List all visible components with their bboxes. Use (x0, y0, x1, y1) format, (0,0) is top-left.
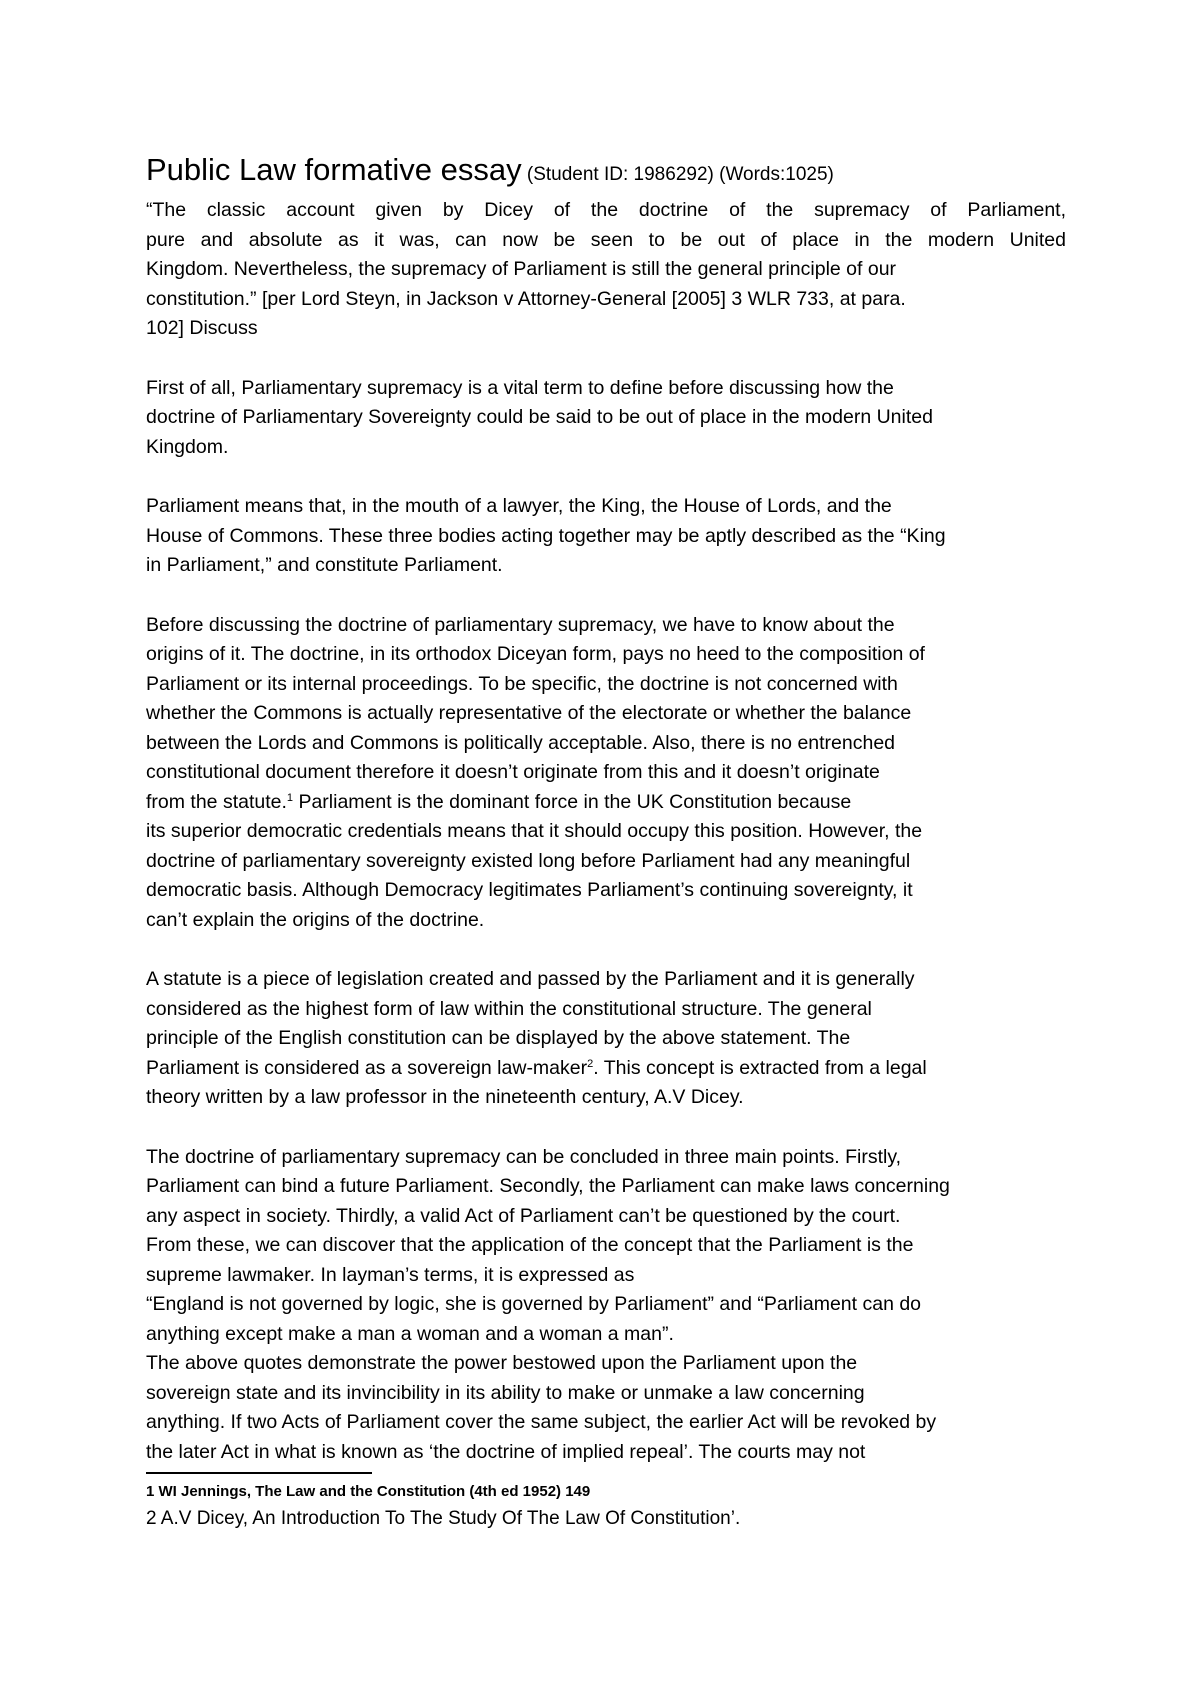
paragraph-line: whether the Commons is actually representative of the electorate or whether the balance (146, 702, 912, 724)
paragraph-line: anything. If two Acts of Parliament cover the same subject, the earlier Act will be revoked by (146, 1411, 937, 1433)
footnote-ref-1[interactable]: 1 (286, 791, 294, 804)
essay-meta: (Student ID: 1986292) (Words:1025) (521, 164, 834, 185)
paragraph-line: A statute is a piece of legislation created and passed by the Parliament and it is generally (146, 968, 915, 990)
paragraph-line: Before discussing the doctrine of parliamentary supremacy, we have to know about the (146, 613, 895, 636)
paragraph-line: The above quotes demonstrate the power bestowed upon the Parliament upon the (146, 1352, 858, 1374)
paragraph-line: sovereign state and its invincibility in its ability to make or unmake a law concerning (146, 1381, 865, 1404)
paragraph-line: First of all, Parliamentary supremacy is a vital term to define before discussing how the (146, 376, 894, 399)
paragraph-statute (146, 965, 1066, 1113)
paragraph-gap (146, 581, 1066, 611)
paragraph-gap (146, 1113, 1066, 1143)
footnote-separator (146, 1472, 372, 1474)
paragraph-three-points (146, 1143, 1066, 1468)
paragraph-line-with-footnote (146, 1054, 1066, 1084)
essay-heading (146, 150, 1066, 196)
paragraph-line: theory written by a law professor in the nineteenth century, A.V Dicey. (146, 1086, 744, 1108)
paragraph-line: Parliament means that, in the mouth of a lawyer, the King, the House of Lords, and the (146, 495, 892, 517)
paragraph-gap (146, 462, 1066, 492)
question-line: pure and absolute as it was, can now be seen to be out of place in the modern United (146, 228, 1066, 251)
line-text: Parliament is the dominant force in the UK Constitution because (293, 790, 852, 813)
paragraph-line: can’t explain the origins of the doctrine. (146, 908, 485, 931)
paragraph-definition (146, 374, 1066, 463)
question-line: constitution.” [per Lord Steyn, in Jackson v Attorney-General [2005] 3 WLR 733, at para. (146, 287, 906, 310)
paragraph-gap (146, 344, 1066, 374)
paragraph-line: constitutional document therefore it doesn’t originate from this and it doesn’t originate (146, 761, 880, 783)
paragraph-line: democratic basis. Although Democracy legitimates Parliament’s continuing sovereignty, it (146, 879, 913, 901)
question-line: Kingdom. Nevertheless, the supremacy of Parliament is still the general principle of our (146, 258, 897, 280)
paragraph-line: origins of it. The doctrine, in its orthodox Diceyan form, pays no heed to the composition of (146, 643, 925, 665)
paragraph-parliament-meaning (146, 492, 1066, 581)
line-text: Parliament is considered as a sovereign law-maker (146, 1056, 588, 1079)
paragraph-line: doctrine of parliamentary sovereignty existed long before Parliament had any meaningful (146, 849, 911, 872)
paragraph-line: its superior democratic credentials means that it should occupy this position. However, the (146, 820, 923, 842)
paragraph-line: the later Act in what is known as ‘the doctrine of implied repeal’. The courts may not (146, 1440, 866, 1463)
question-line: 102] Discuss (146, 317, 258, 339)
essay-title: Public Law formative essay (146, 152, 522, 187)
paragraph-line: The doctrine of parliamentary supremacy can be concluded in three main points. Firstly, (146, 1145, 902, 1168)
paragraph-gap (146, 935, 1066, 965)
paragraph-line: principle of the English constitution can be displayed by the above statement. The (146, 1027, 851, 1049)
paragraph-line: considered as the highest form of law within the constitutional structure. The general (146, 997, 872, 1020)
paragraph-origins (146, 611, 1066, 936)
paragraph-line: House of Commons. These three bodies acting together may be aptly described as the “King (146, 524, 946, 547)
paragraph-line: anything except make a man a woman and a woman a man”. (146, 1322, 674, 1345)
paragraph-line: doctrine of Parliamentary Sovereignty could be said to be out of place in the modern United (146, 406, 933, 428)
paragraph-line: supreme lawmaker. In layman’s terms, it is expressed as (146, 1263, 635, 1286)
paragraph-line-with-footnote (146, 788, 1066, 818)
footnote-1: 1 WI Jennings, The Law and the Constitution (4th ed 1952) 149 (146, 1483, 591, 1500)
footnote-ref-2[interactable]: 2 (587, 1057, 594, 1070)
paragraph-line: “England is not governed by logic, she is governed by Parliament” and “Parliament can do (146, 1293, 922, 1315)
paragraph-line: Parliament or its internal proceedings. To be specific, the doctrine is not concerned with (146, 672, 898, 695)
line-text: . This concept is extracted from a legal (593, 1056, 927, 1079)
paragraph-line: any aspect in society. Thirdly, a valid Act of Parliament can’t be questioned by the court. (146, 1204, 901, 1227)
question-line: “The classic account given by Dicey of the doctrine of the supremacy of Parliament, (146, 199, 1066, 221)
footnotes-section (146, 1472, 1066, 1534)
essay-question (146, 196, 1066, 344)
paragraph-line: in Parliament,” and constitute Parliament. (146, 554, 503, 576)
paragraph-line: Kingdom. (146, 435, 229, 458)
paragraph-line: between the Lords and Commons is politically acceptable. Also, there is no entrenched (146, 731, 896, 754)
paragraph-line: From these, we can discover that the application of the concept that the Parliament is the (146, 1234, 914, 1256)
paragraph-line: Parliament can bind a future Parliament. Secondly, the Parliament can make laws concerning (146, 1175, 950, 1197)
essay-body (146, 150, 1066, 1467)
line-text: from the statute. (146, 790, 287, 813)
footnote-2: 2 A.V Dicey, An Introduction To The Study Of The Law Of Constitution’. (146, 1508, 741, 1529)
